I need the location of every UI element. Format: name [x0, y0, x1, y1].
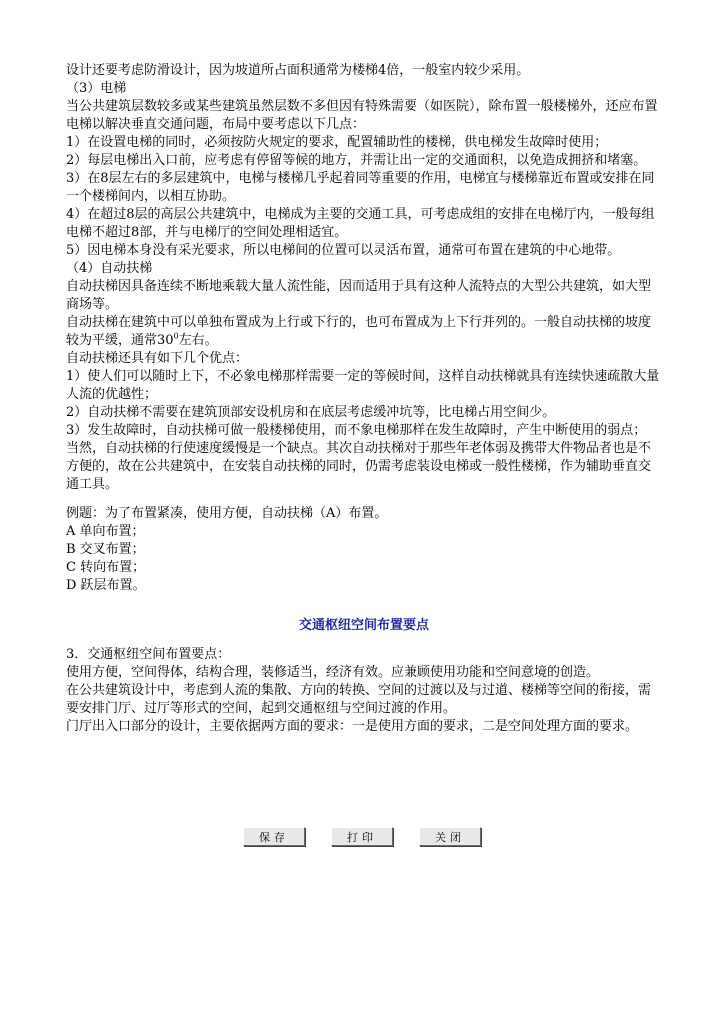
- spacer: [66, 595, 662, 617]
- example-option: A 单向布置；: [66, 524, 145, 539]
- paragraph: 当公共建筑层数较多或某些建筑虽然层数不多但因有特殊需要（如医院），除布置一般楼梯外，还应布置电梯以解决垂直交通问题，布局中要考虑以下几点：: [66, 99, 658, 132]
- slope-text-before: 自动扶梯在建筑中可以单独布置成为上行或下行的，也可布置成为上下行并列的。一般自动扶梯的坡度较为平缓，通常30: [66, 315, 652, 348]
- paragraph: 自动扶梯还具有如下几个优点：: [66, 351, 249, 366]
- print-button[interactable]: 打印: [331, 827, 393, 846]
- action-buttons: [243, 827, 483, 847]
- paragraph: 在公共建筑设计中，考虑到人流的集散、方向的转换、空间的过渡以及与过道、楼梯等空间的衔接，需要安排门厅、过厅等形式的空间，起到交通枢纽与空间过渡的作用。: [66, 683, 652, 716]
- list-item: 3）发生故障时，自动扶梯可做一般楼梯使用，而不象电梯那样在发生故障时，产生中断使用的弱点；: [66, 423, 647, 438]
- article-content: [66, 62, 662, 736]
- paragraph: 当然，自动扶梯的行使速度缓慢是一个缺点。其次自动扶梯对于那些年老体弱及携带大件物品者也是不方便的，故在公共建筑中，在安装自动扶梯的同时，仍需考虑装设电梯或一般性楼梯，作为辅助垂直交通工具。: [66, 441, 652, 492]
- degree-superscript: 0: [173, 331, 179, 341]
- section-heading: 3．交通枢纽空间布置要点：: [66, 647, 231, 662]
- list-item: 4）在超过8层的高层公共建筑中，电梯成为主要的交通工具，可考虑成组的安排在电梯厅内，一般每组电梯不超过8部，并与电梯厅的空间处理相适宜。: [66, 207, 655, 240]
- example-question: 例题：为了布置紧凑，使用方便，自动扶梯（A）布置。: [66, 506, 388, 521]
- paragraph: 使用方便，空间得体，结构合理，装修适当，经济有效。应兼顾使用功能和空间意境的创造。: [66, 665, 600, 680]
- paragraph: 设计还要考虑防滑设计，因为坡道所占面积通常为楼梯4倍，一般室内较少采用。: [66, 63, 530, 78]
- example-option: C 转向布置；: [66, 560, 146, 575]
- paragraph-slope: [66, 314, 662, 350]
- list-item: 1）在设置电梯的同时，必须按防火规定的要求，配置辅助性的楼梯，供电梯发生故障时使用；: [66, 135, 608, 150]
- list-item: 2）自动扶梯不需要在建筑顶部安设机房和在底层考虑缓冲坑等，比电梯占用空间少。: [66, 405, 556, 420]
- paragraph: 门厅出入口部分的设计，主要依据两方面的要求：一是使用方面的要求，二是空间处理方面的要求。: [66, 719, 639, 734]
- paragraph: 自动扶梯因具备连续不断地乘载大量人流性能，因而适用于具有这种人流特点的大型公共建筑，如大型商场等。: [66, 279, 652, 312]
- list-item: 2）每层电梯出入口前，应考虑有停留等候的地方，并需让出一定的交通面积，以免造成拥挤和堵塞。: [66, 153, 647, 168]
- spacer: [66, 494, 662, 505]
- subheading-escalator: （4）自动扶梯: [66, 261, 153, 276]
- list-item: 1）使人们可以随时上下，不必象电梯那样需要一定的等候时间，这样自动扶梯就具有连续快速疏散大量人流的优越性；: [66, 369, 660, 402]
- example-option: D 跃层布置。: [66, 578, 146, 593]
- spacer: [66, 635, 662, 646]
- example-option: B 交叉布置；: [66, 542, 145, 557]
- subheading-elevator: （3）电梯: [66, 81, 127, 96]
- close-button[interactable]: 关闭: [419, 827, 481, 846]
- slope-text-after: 左右。: [178, 333, 218, 348]
- section-title: 交通枢纽空间布置要点: [298, 618, 429, 633]
- list-item: 5）因电梯本身没有采光要求，所以电梯间的位置可以灵活布置，通常可布置在建筑的中心地带。: [66, 243, 621, 258]
- save-button[interactable]: 保存: [243, 827, 305, 846]
- list-item: 3）在8层左右的多层建筑中，电梯与楼梯几乎起着同等重要的作用，电梯宜与楼梯靠近布置或安排在同一个楼梯间内，以相互协助。: [66, 171, 655, 204]
